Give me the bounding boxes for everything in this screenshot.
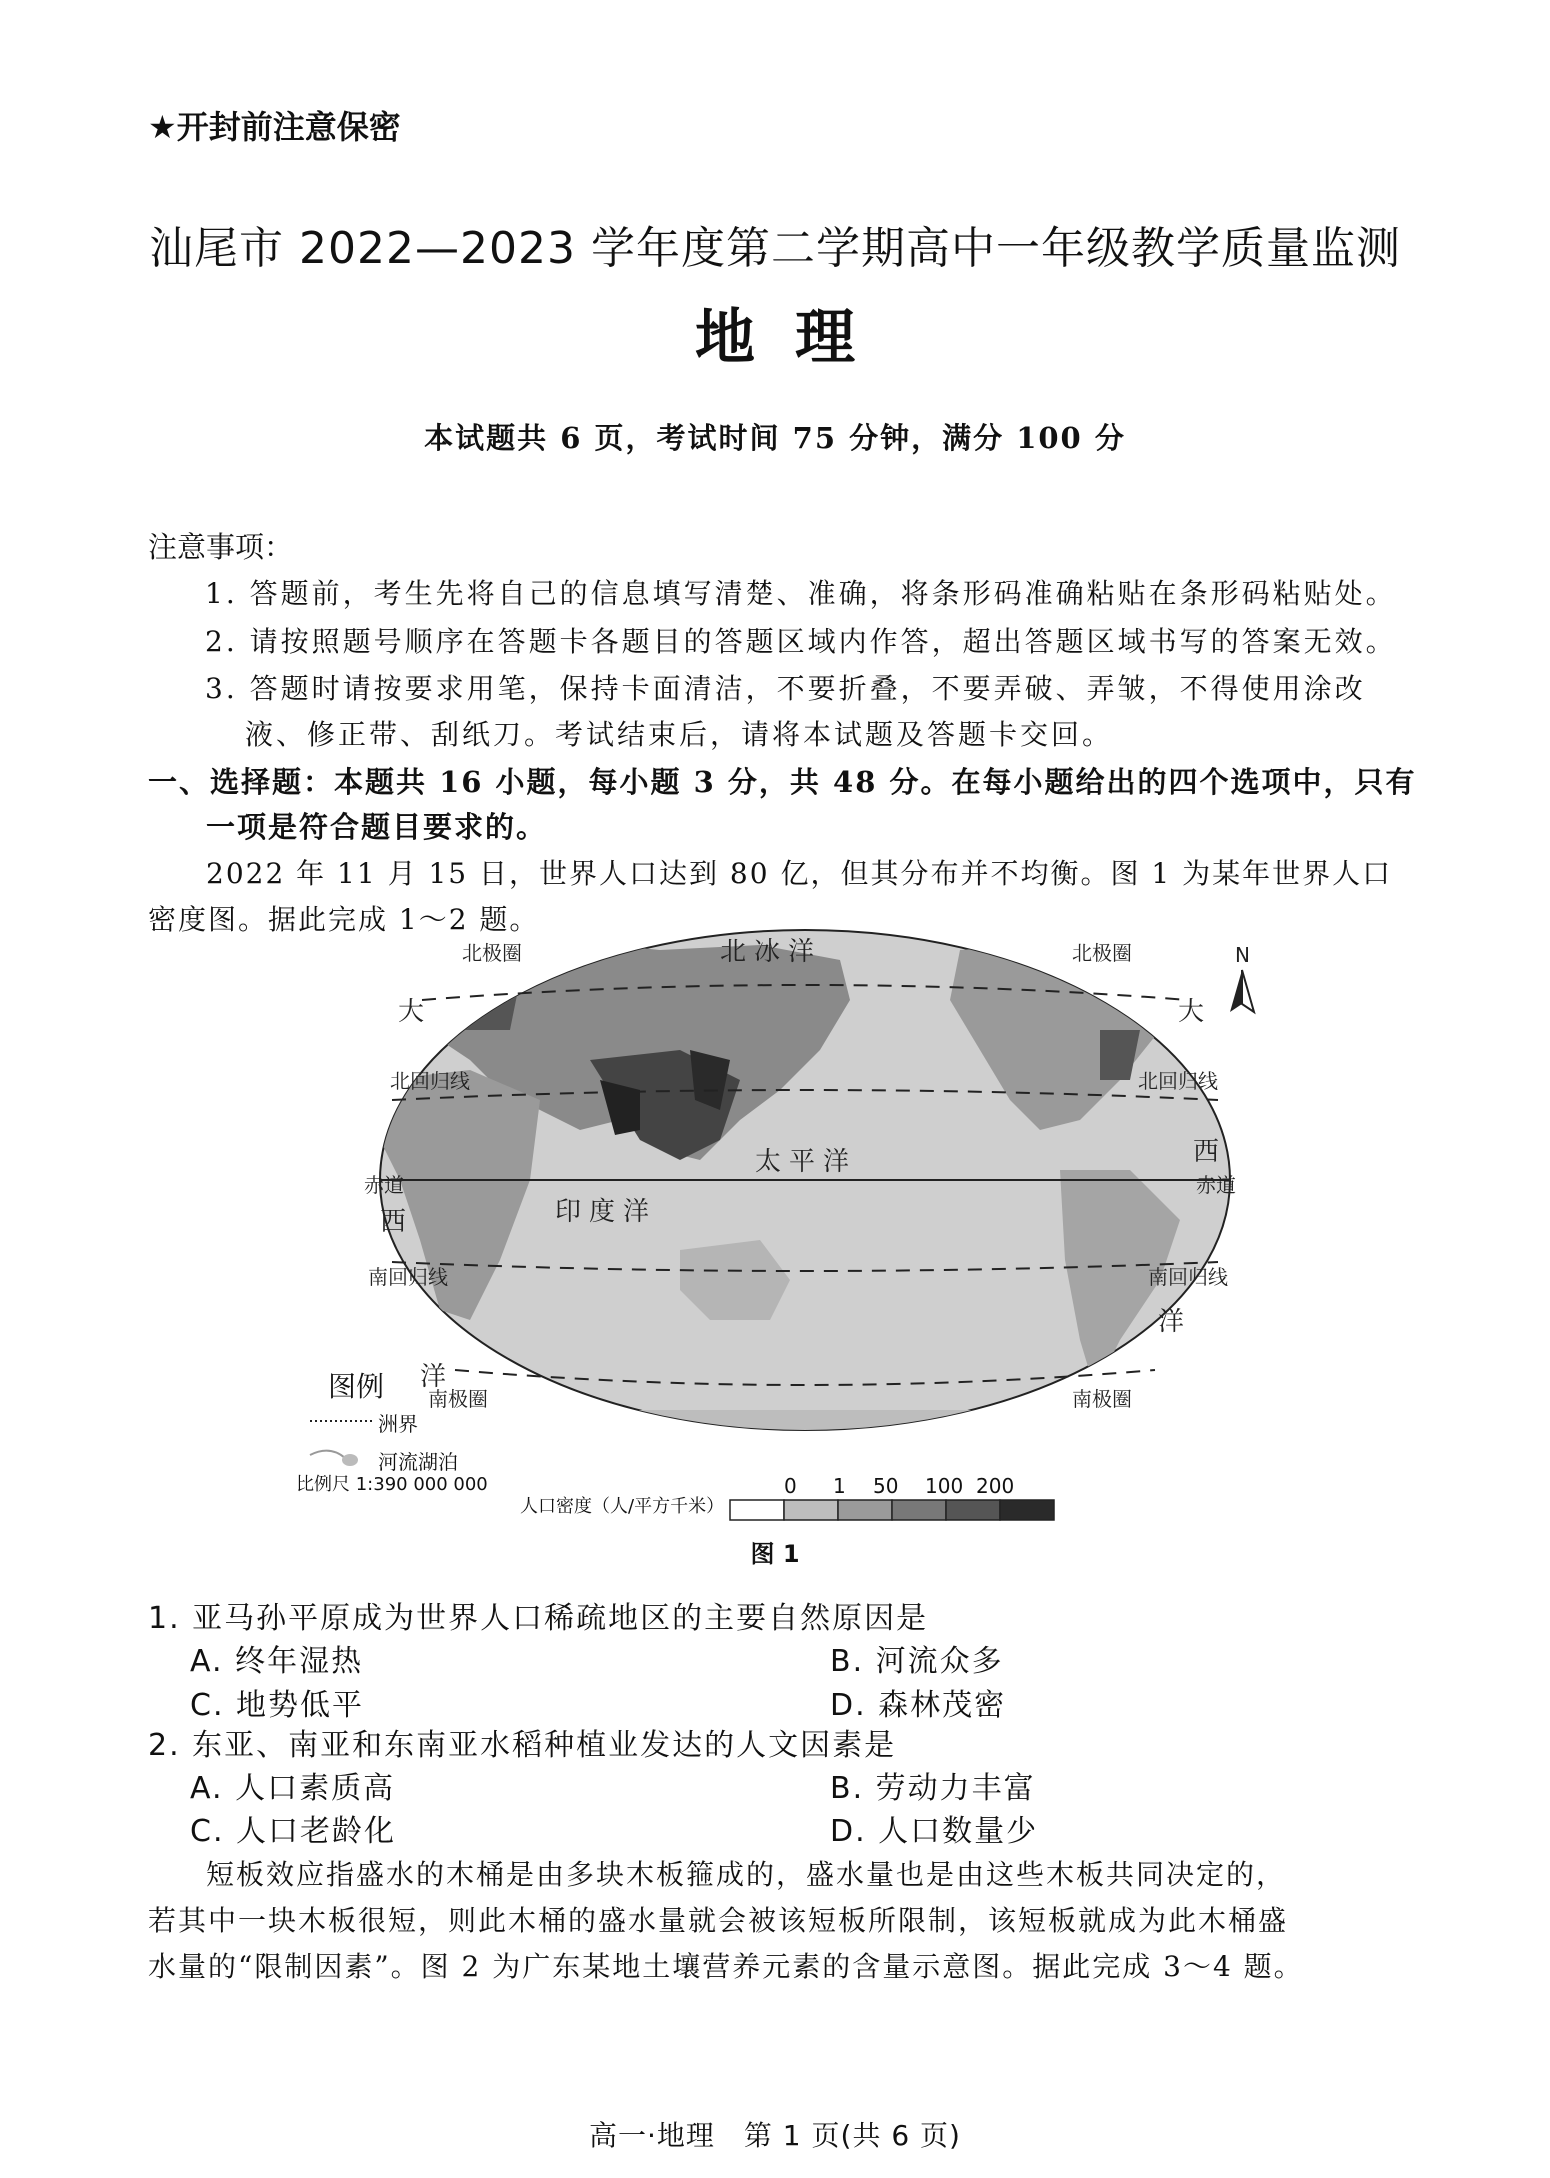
notice-item-2: 2. 请按照题号顺序在答题卡各题目的答题区域内作答，超出答题区域书写的答案无效。: [205, 625, 1397, 658]
density-legend-label: 人口密度（人/平方千米）: [520, 1496, 725, 1517]
ocean-label-atlantic-e2: 西: [1193, 1137, 1228, 1167]
density-tick-1: 1: [833, 1474, 846, 1498]
europe-dense-region: [440, 980, 520, 1030]
density-tick-0: 0: [784, 1474, 797, 1498]
tropic-cancer-label-left: 北回归线: [390, 1069, 470, 1093]
legend-boundary-label: 洲界: [378, 1412, 418, 1436]
figure-1-caption: 图 1: [750, 1540, 800, 1568]
q1-option-b[interactable]: B. 河流众多: [830, 1644, 1004, 1679]
river-symbol-icon: [310, 1451, 345, 1458]
exam-title: 汕尾市 2022—2023 学年度第二学期高中一年级教学质量监测: [149, 223, 1401, 274]
section-heading: 一、选择题：本题共 16 小题，每小题 3 分，共 48 分。在每小题给出的四个选项中，只有: [148, 765, 1417, 799]
intro-paragraph-2: 短板效应指盛水的木桶是由多块木板箍成的，盛水量也是由这些木板共同决定的，: [206, 1858, 1287, 1891]
tropic-capricorn-label-left: 南回归线: [368, 1265, 448, 1289]
notice-item-1: 1. 答题前，考生先将自己的信息填写清楚、准确，将条形码准确粘贴在条形码粘贴处。: [205, 577, 1397, 610]
ocean-label-atlantic-e3: 洋: [1158, 1307, 1193, 1337]
q2-option-a[interactable]: A. 人口素质高: [190, 1771, 396, 1806]
q1-option-d[interactable]: D. 森林茂密: [830, 1688, 1007, 1723]
arctic-circle-label-left: 北极圈: [462, 941, 522, 965]
ocean-label-atlantic-e1: 大: [1178, 997, 1213, 1027]
antarctic-circle-label-right: 南极圈: [1072, 1387, 1132, 1411]
exam-info: 本试题共 6 页，考试时间 75 分钟，满分 100 分: [424, 421, 1126, 455]
density-swatch-5: [1000, 1500, 1054, 1520]
north-label: N: [1235, 943, 1250, 967]
lake-symbol-icon: [342, 1454, 358, 1466]
equator-label-right: 赤道: [1196, 1173, 1236, 1197]
legend-title: 图例: [328, 1370, 385, 1403]
intro-paragraph-2-cont-1: 若其中一块木板很短，则此木桶的盛水量就会被该短板所限制，该短板就成为此木桶盛: [148, 1904, 1289, 1937]
q1-option-c[interactable]: C. 地势低平: [190, 1688, 365, 1723]
equator-label-left: 赤道: [364, 1173, 404, 1197]
intro-paragraph-2-cont-2: 水量的“限制因素”。图 2 为广东某地土壤营养元素的含量示意图。据此完成 3～4 题。: [148, 1950, 1304, 1983]
notice-heading: 注意事项：: [148, 530, 294, 564]
q2-option-d[interactable]: D. 人口数量少: [830, 1814, 1039, 1849]
map-scale: 比例尺 1:390 000 000: [296, 1474, 488, 1495]
subject-title: 地理: [695, 303, 895, 373]
ocean-label-arctic: 北冰洋: [720, 937, 823, 967]
density-tick-3: 100: [925, 1474, 964, 1498]
page-footer: 高一·地理 第 1 页(共 6 页): [589, 2119, 961, 2152]
question-1-stem: 1. 亚马孙平原成为世界人口稀疏地区的主要自然原因是: [148, 1601, 929, 1636]
ocean-label-atlantic-w2: 西: [380, 1207, 415, 1237]
ocean-label-atlantic-w3: 洋: [420, 1362, 455, 1392]
ocean-label-pacific: 太平洋: [755, 1147, 858, 1177]
question-2-stem: 2. 东亚、南亚和东南亚水稻种植业发达的人文因素是: [148, 1728, 897, 1763]
density-swatch-2: [838, 1500, 892, 1520]
tropic-capricorn-label-right: 南回归线: [1148, 1265, 1228, 1289]
density-color-bar: [730, 1500, 1054, 1520]
density-swatch-3: [892, 1500, 946, 1520]
notice-item-3: 3. 答题时请按要求用笔，保持卡面清洁，不要折叠，不要弄破、弄皱，不得使用涂改: [205, 672, 1366, 705]
density-swatch-1: [784, 1500, 838, 1520]
q1-option-a[interactable]: A. 终年湿热: [190, 1644, 364, 1679]
confidential-notice: ★开封前注意保密: [148, 108, 401, 146]
ocean-label-indian: 印度洋: [555, 1197, 658, 1227]
intro-paragraph-1-cont: 密度图。据此完成 1～2 题。: [148, 903, 540, 936]
density-tick-4: 200: [976, 1474, 1015, 1498]
notice-item-3-cont: 液、修正带、刮纸刀。考试结束后，请将本试题及答题卡交回。: [245, 718, 1114, 751]
intro-paragraph-1: 2022 年 11 月 15 日，世界人口达到 80 亿，但其分布并不均衡。图 1 为某年世界人口: [206, 857, 1393, 890]
q2-option-c[interactable]: C. 人口老龄化: [190, 1814, 397, 1849]
arctic-circle-label-right: 北极圈: [1072, 941, 1132, 965]
tropic-cancer-label-right: 北回归线: [1138, 1069, 1218, 1093]
antarctic-circle-label-left: 南极圈: [428, 1387, 488, 1411]
q2-option-b[interactable]: B. 劳动力丰富: [830, 1771, 1036, 1806]
legend-rivers-label: 河流湖泊: [378, 1450, 458, 1474]
antarctica-landmass: [380, 1410, 1230, 1440]
density-swatch-4: [946, 1500, 1000, 1520]
ocean-label-atlantic-w1: 大: [398, 997, 433, 1027]
density-swatch-0: [730, 1500, 784, 1520]
section-heading-cont: 一项是符合题目要求的。: [206, 810, 548, 844]
north-arrow-icon: [1230, 970, 1254, 1012]
density-tick-2: 50: [873, 1474, 899, 1498]
